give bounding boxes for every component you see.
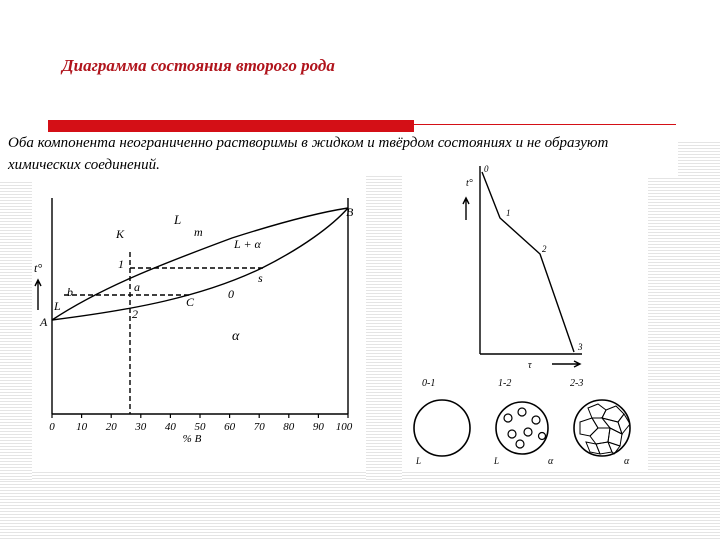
microstructure-phase-L-2: L bbox=[494, 456, 500, 466]
point-m-label: m bbox=[194, 225, 203, 239]
region-two-phase-label: L + α bbox=[234, 237, 261, 251]
title-thin-line bbox=[414, 124, 676, 125]
point-L-left-label: L bbox=[54, 299, 61, 313]
x-axis-label: % В bbox=[182, 433, 202, 445]
x-tick-50: 50 bbox=[194, 421, 206, 433]
x-tick-30: 30 bbox=[135, 421, 147, 433]
background-stripes-middle bbox=[366, 150, 402, 480]
page-title: Диаграмма состояния второго рода bbox=[62, 56, 335, 75]
cooling-y-axis-label: t° bbox=[466, 178, 473, 189]
region-liquid-label: L bbox=[174, 212, 182, 227]
point-K-label: K bbox=[116, 227, 125, 241]
point-b-label: b bbox=[67, 285, 73, 299]
cooling-point-2: 2 bbox=[542, 244, 547, 254]
x-tick-80: 80 bbox=[283, 421, 295, 433]
microstructure-two-phase-circle bbox=[496, 402, 548, 454]
microstructure-liquid-circle bbox=[414, 400, 470, 456]
microstructure-phase-L-1: L bbox=[416, 456, 422, 466]
point-1-label: 1 bbox=[118, 257, 124, 271]
region-solid-label: α bbox=[232, 329, 240, 344]
cooling-point-3: 3 bbox=[578, 342, 583, 352]
x-tick-20: 20 bbox=[105, 421, 117, 433]
point-B-label: В bbox=[346, 205, 354, 219]
microstructure-label-0-1: 0-1 bbox=[422, 378, 436, 389]
microstructure-phase-alpha-2: α bbox=[548, 456, 554, 467]
background-stripes-bottom bbox=[0, 470, 720, 540]
cooling-curve-line bbox=[482, 172, 574, 352]
point-a-label: a bbox=[134, 280, 140, 294]
title-red-bar bbox=[48, 120, 414, 132]
microstructure-label-1-2: 1-2 bbox=[498, 378, 512, 389]
x-tick-10: 10 bbox=[76, 421, 88, 433]
microstructures bbox=[402, 372, 648, 470]
two-phase-crystals bbox=[504, 408, 546, 448]
x-tick-40: 40 bbox=[164, 421, 176, 433]
x-tick-60: 60 bbox=[224, 421, 236, 433]
y-axis-arrow bbox=[35, 280, 41, 310]
y-axis-label: t° bbox=[34, 261, 43, 275]
cooling-y-arrow bbox=[463, 198, 469, 220]
background-stripes-left bbox=[0, 180, 32, 480]
cooling-point-1: 1 bbox=[506, 208, 511, 218]
point-c-label: C bbox=[186, 295, 195, 309]
point-2-label: 2 bbox=[132, 307, 138, 321]
x-tick-0: 0 bbox=[49, 421, 55, 433]
x-tick-100: 100 bbox=[335, 421, 353, 433]
x-tick-70: 70 bbox=[253, 421, 265, 433]
x-tick-90: 90 bbox=[312, 421, 324, 433]
cooling-x-arrow bbox=[552, 361, 580, 367]
microstructure-phase-alpha-3: α bbox=[624, 456, 630, 467]
point-s-label: s bbox=[258, 271, 263, 285]
description-text: Оба компонента неограниченно растворимы в жидком и твёрдом состояниях и не образуют химических соединений. bbox=[8, 132, 678, 176]
point-A-label: А bbox=[40, 315, 48, 329]
cooling-curve bbox=[402, 154, 648, 370]
cooling-point-0: 0 bbox=[484, 164, 489, 174]
phase-diagram bbox=[32, 192, 366, 446]
point-o-label: 0 bbox=[228, 287, 234, 301]
cooling-x-axis-label: τ bbox=[528, 360, 532, 370]
microstructure-label-2-3: 2-3 bbox=[570, 378, 584, 389]
